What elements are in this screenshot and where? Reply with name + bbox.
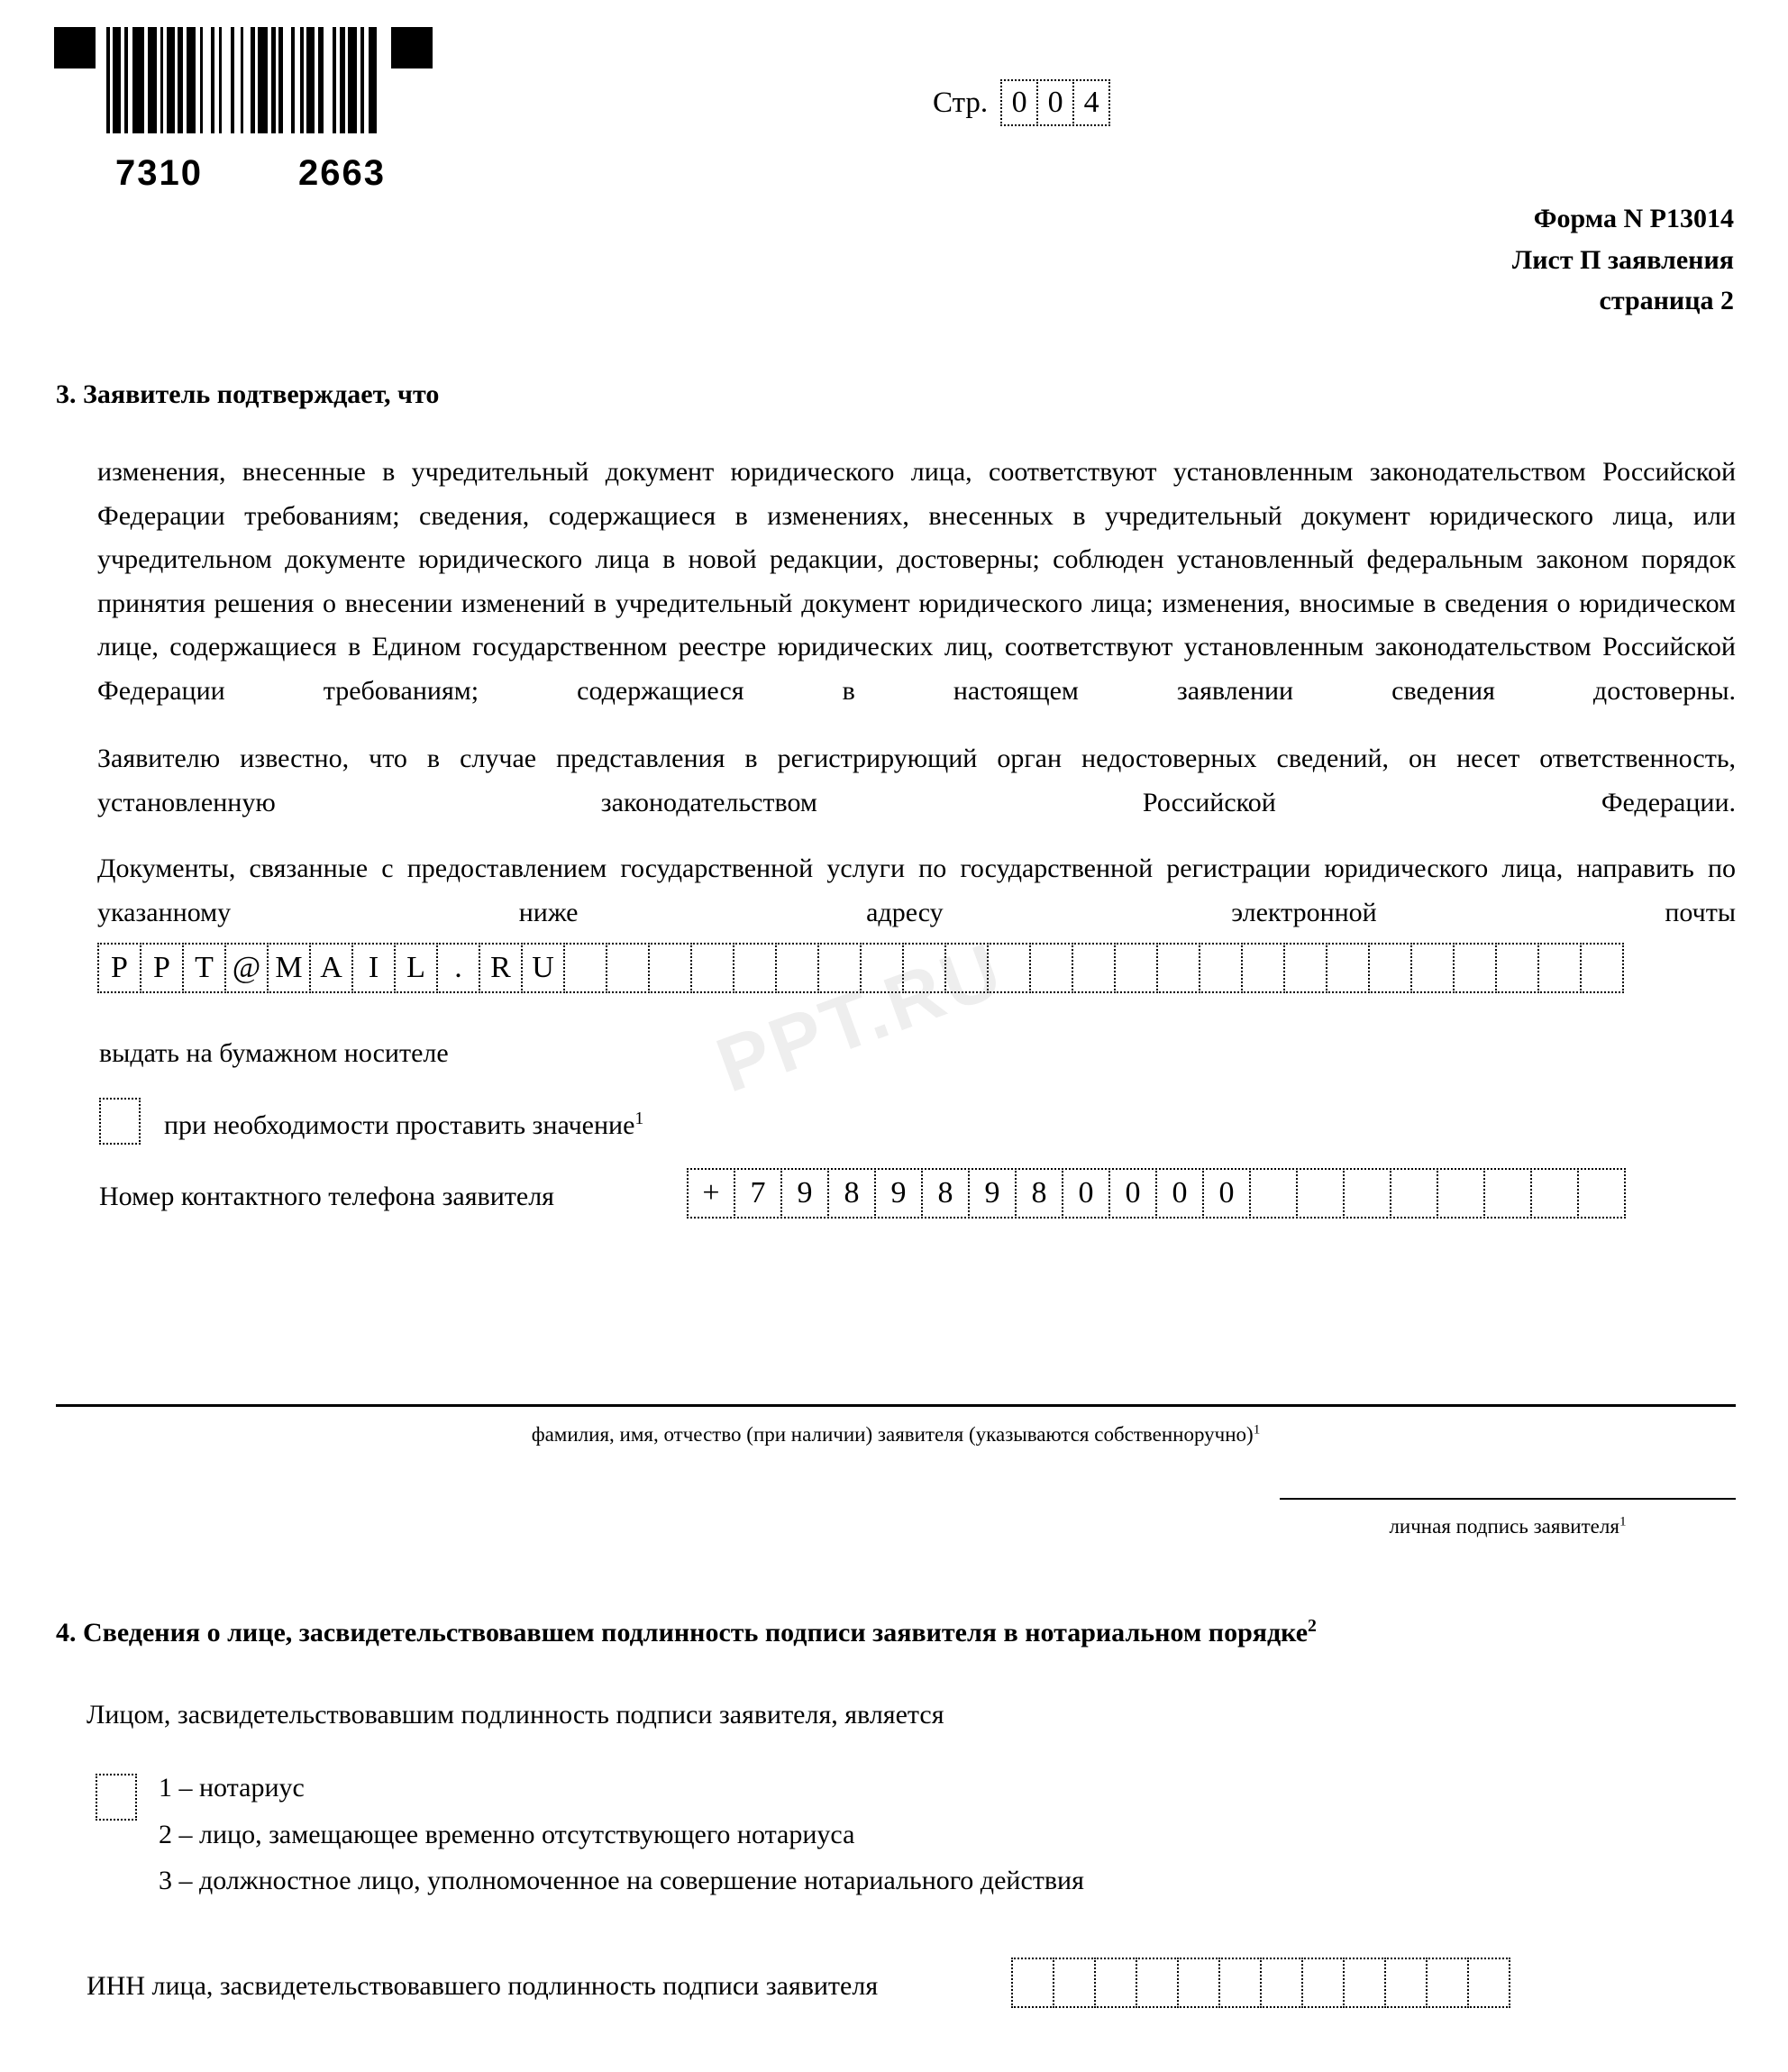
notary-type-checkbox[interactable] (96, 1774, 137, 1821)
page-number-cell[interactable]: 0 (1036, 79, 1074, 126)
page-number-label: Стр. (933, 86, 989, 119)
notary-option-1[interactable]: 1 – нотариус (159, 1773, 305, 1803)
input-cell[interactable]: 0 (1202, 1168, 1251, 1219)
input-cell[interactable] (1241, 943, 1285, 993)
input-cell[interactable] (1199, 943, 1243, 993)
input-cell[interactable]: 8 (1015, 1168, 1063, 1219)
form-name: Форма N Р13014 (1533, 204, 1734, 233)
watermark: PPT.RU (706, 926, 1016, 1109)
input-cell[interactable] (1053, 1958, 1096, 2008)
input-cell[interactable] (1296, 1168, 1345, 1219)
input-cell[interactable] (1453, 943, 1497, 993)
phone-input[interactable] (687, 1168, 1626, 1219)
page-number-cells[interactable] (1000, 79, 1110, 126)
input-cell[interactable] (1343, 1168, 1391, 1219)
input-cell[interactable]: @ (224, 943, 269, 993)
notary-option-2[interactable]: 2 – лицо, замещающее временно отсутствующего нотариуса (159, 1819, 855, 1849)
input-cell[interactable]: I (351, 943, 396, 993)
barcode-bar (113, 27, 121, 133)
paper-copy-hint-text: при необходимости проставить значение (164, 1110, 635, 1140)
input-cell[interactable] (563, 943, 607, 993)
section-3-heading: 3. Заявитель подтверждает, что (56, 379, 440, 409)
input-cell[interactable]: P (140, 943, 184, 993)
section-3-paragraph-2: Заявителю известно, что в случае представления в регистрирующий орган недостоверных сведений, он несет ответственность, установленную законодательством Российской Федерации. (97, 744, 1736, 817)
fio-caption (56, 1420, 1736, 1448)
input-cell[interactable] (1177, 1958, 1220, 2008)
input-cell[interactable] (1537, 943, 1582, 993)
input-cell[interactable]: M (267, 943, 311, 993)
input-cell[interactable] (1530, 1168, 1579, 1219)
input-cell[interactable]: U (521, 943, 565, 993)
input-cell[interactable] (1343, 1958, 1386, 2008)
inn-label: ИНН лица, засвидетельствовавшего подлинность подписи заявителя (87, 1971, 879, 2001)
personal-signature-caption (1280, 1512, 1736, 1540)
notary-intro: Лицом, засвидетельствовавшим подлинность подписи заявителя, является (87, 1700, 944, 1730)
input-cell[interactable] (1301, 1958, 1345, 2008)
input-cell[interactable]: 9 (874, 1168, 923, 1219)
section-4-heading (56, 1615, 1736, 1650)
input-cell[interactable] (1218, 1958, 1262, 2008)
barcode-digits (115, 155, 386, 191)
input-cell[interactable] (1029, 943, 1073, 993)
paper-copy-hint (164, 1107, 643, 1145)
input-cell[interactable] (1094, 1958, 1137, 2008)
barcode-corner-right-icon (391, 27, 433, 68)
barcode-bar (187, 27, 196, 133)
input-cell[interactable]: . (436, 943, 480, 993)
input-cell[interactable]: P (97, 943, 141, 993)
input-cell[interactable] (775, 943, 819, 993)
barcode-bar (148, 27, 157, 133)
form-sheet: Лист П заявления (1511, 244, 1734, 275)
input-cell[interactable]: T (182, 943, 226, 993)
input-cell[interactable]: 0 (1155, 1168, 1204, 1219)
paper-copy-checkbox[interactable] (99, 1098, 141, 1145)
input-cell[interactable]: 0 (1062, 1168, 1110, 1219)
paper-copy-hint-footnote: 1 (634, 1109, 644, 1128)
personal-signature-line (1280, 1498, 1736, 1500)
input-cell[interactable] (1390, 1168, 1438, 1219)
barcode-bar (258, 27, 268, 133)
email-input[interactable] (97, 943, 1624, 993)
paper-copy-label: выдать на бумажном носителе (99, 1038, 449, 1068)
barcode-bar (377, 27, 380, 133)
barcode (54, 27, 433, 193)
input-cell[interactable] (1495, 943, 1539, 993)
barcode-graphic (54, 27, 433, 135)
input-cell[interactable] (1467, 1958, 1510, 2008)
notary-options (159, 1765, 1084, 1904)
inn-input[interactable] (1011, 1958, 1510, 2008)
page-number-cell[interactable]: 0 (1000, 79, 1038, 126)
input-cell[interactable] (1283, 943, 1327, 993)
section-4-heading-footnote: 2 (1308, 1616, 1317, 1636)
input-cell[interactable]: L (394, 943, 438, 993)
page-number (933, 79, 1110, 126)
barcode-bar (203, 27, 211, 133)
input-cell[interactable] (817, 943, 862, 993)
input-cell[interactable] (1577, 1168, 1626, 1219)
input-cell[interactable]: 9 (780, 1168, 829, 1219)
section-3-paragraph-3: Документы, связанные с предоставлением государственной услуги по государственной регистрации юридического лица, направить по указанному ниже адресу электронной почты (97, 853, 1736, 927)
input-cell[interactable] (690, 943, 734, 993)
barcode-bar (369, 27, 377, 133)
input-cell[interactable] (733, 943, 777, 993)
form-identification (1512, 198, 1734, 322)
input-cell[interactable] (1011, 1958, 1054, 2008)
barcode-bar (324, 27, 333, 133)
fio-caption-footnote: 1 (1253, 1421, 1261, 1438)
barcode-bar (283, 27, 292, 133)
input-cell[interactable]: 9 (968, 1168, 1017, 1219)
input-cell[interactable] (1426, 1958, 1469, 2008)
input-cell[interactable] (1410, 943, 1455, 993)
barcode-bar (243, 27, 251, 133)
input-cell[interactable] (606, 943, 650, 993)
input-cell[interactable] (902, 943, 946, 993)
input-cell[interactable]: 8 (827, 1168, 876, 1219)
barcode-bar (132, 27, 144, 133)
input-cell[interactable]: 0 (1108, 1168, 1157, 1219)
input-cell[interactable] (1136, 1958, 1179, 2008)
input-cell[interactable] (1483, 1168, 1532, 1219)
input-cell[interactable] (944, 943, 989, 993)
barcode-bar (306, 27, 315, 133)
page-number-cell[interactable]: 4 (1072, 79, 1110, 126)
personal-signature-caption-text: личная подпись заявителя (1389, 1515, 1619, 1538)
input-cell[interactable] (1260, 1958, 1303, 2008)
barcode-bar (167, 27, 175, 133)
input-cell[interactable]: R (479, 943, 523, 993)
notary-option-3[interactable]: 3 – должностное лицо, уполномоченное на совершение нотариального действия (159, 1866, 1084, 1896)
personal-signature-caption-footnote: 1 (1619, 1513, 1627, 1529)
input-cell[interactable] (987, 943, 1031, 993)
input-cell[interactable]: 7 (734, 1168, 782, 1219)
input-cell[interactable] (1368, 943, 1412, 993)
input-cell[interactable] (1384, 1958, 1428, 2008)
input-cell[interactable] (1326, 943, 1370, 993)
input-cell[interactable]: + (687, 1168, 735, 1219)
fio-caption-text: фамилия, имя, отчество (при наличии) заявителя (указываются собственноручно) (531, 1423, 1254, 1446)
input-cell[interactable] (1156, 943, 1200, 993)
input-cell[interactable] (1249, 1168, 1298, 1219)
barcode-bars (106, 27, 380, 133)
input-cell[interactable]: 8 (921, 1168, 970, 1219)
input-cell[interactable] (1072, 943, 1116, 993)
page-header (0, 0, 1788, 207)
barcode-bar (222, 27, 231, 133)
barcode-corner-left-icon (54, 27, 96, 68)
input-cell[interactable] (1114, 943, 1158, 993)
input-cell[interactable] (860, 943, 904, 993)
barcode-digits-left: 7310 (115, 153, 203, 193)
phone-label: Номер контактного телефона заявителя (99, 1182, 554, 1211)
section-3-paragraph-1: изменения, внесенные в учредительный документ юридического лица, соответствуют установленным законодательством Российской Федерации требованиям; сведения, содержащиеся в изменениях, внесенных в учредительный документ юридического лица, или учредительном документе юридического лица в новой редакции, достоверны; соблюден установленный федеральным законом порядок принятия решения о внесении изменений в учредительный документ юридического лица; изменения, вносимые в сведения о юридическом лице, содержащиеся в Едином государственном реестре юридических лиц, соответствуют установленным законодательством Российской Федерации требованиям; содержащиеся в настоящем заявлении сведения достоверны. (97, 457, 1736, 706)
input-cell[interactable] (648, 943, 692, 993)
barcode-digits-right: 2663 (298, 153, 386, 193)
fio-signature-line (56, 1404, 1736, 1407)
input-cell[interactable] (1580, 943, 1624, 993)
input-cell[interactable] (1437, 1168, 1485, 1219)
input-cell[interactable]: A (309, 943, 353, 993)
section-4-heading-text: 4. Сведения о лице, засвидетельствовавшем подлинность подписи заявителя в нотариальном порядке (56, 1618, 1309, 1648)
form-page: страница 2 (1599, 286, 1734, 316)
barcode-bar (348, 27, 357, 133)
